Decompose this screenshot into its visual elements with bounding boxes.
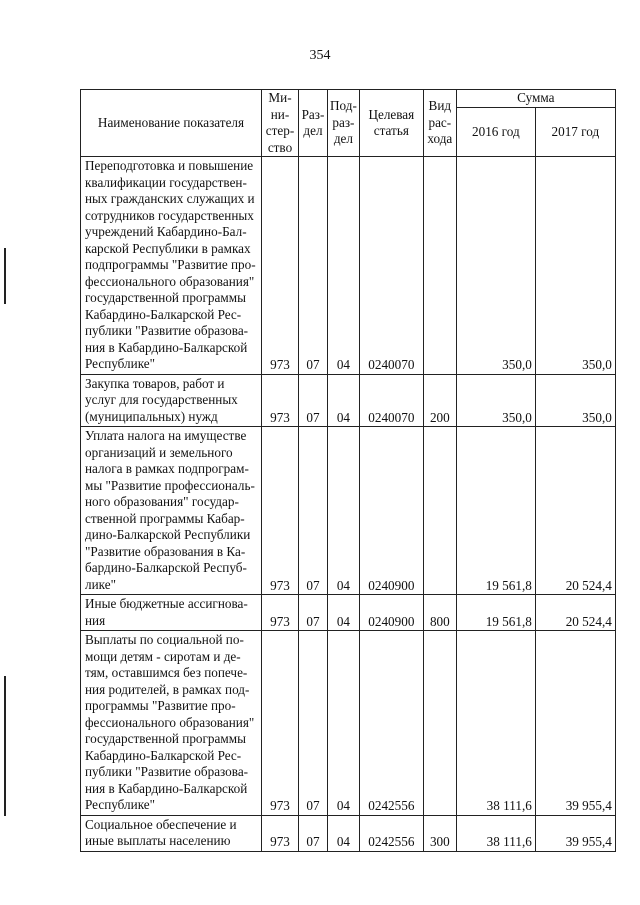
margin-mark — [4, 248, 6, 304]
amount-2017: 20 524,4 — [535, 427, 615, 595]
header-expense-type: Вид рас- хода — [423, 90, 456, 157]
budget-table — [80, 89, 616, 852]
amount-2016: 350,0 — [456, 157, 535, 375]
row-name: Иные бюджетные ассигнова- ния — [81, 595, 262, 631]
ministry-code: 973 — [262, 427, 299, 595]
expense-type-code: 300 — [423, 815, 456, 851]
header-name: Наименование показателя — [81, 90, 262, 157]
row-name: Выплаты по социальной по- мощи детям - сиротам и де- тям, оставшимся без попече- ния родителей, в рамках под- программы "Развитие про- фессионального образования" государственной программы Кабардино-Балкарской Рес- публики "Развитие образова- ния в Кабардино-Балкарской Республике" — [81, 631, 262, 816]
ministry-code: 973 — [262, 631, 299, 816]
section-code: 07 — [299, 374, 328, 427]
table-row — [81, 815, 616, 851]
amount-2016: 38 111,6 — [456, 815, 535, 851]
table-row — [81, 374, 616, 427]
amount-2016: 19 561,8 — [456, 595, 535, 631]
row-name: Социальное обеспечение и иные выплаты населению — [81, 815, 262, 851]
expense-type-code: 800 — [423, 595, 456, 631]
amount-2016: 38 111,6 — [456, 631, 535, 816]
target-code: 0240070 — [359, 157, 423, 375]
row-name: Закупка товаров, работ и услуг для государственных (муниципальных) нужд — [81, 374, 262, 427]
ministry-code: 973 — [262, 157, 299, 375]
section-code: 07 — [299, 157, 328, 375]
subsection-code: 04 — [328, 815, 360, 851]
subsection-code: 04 — [328, 595, 360, 631]
amount-2017: 39 955,4 — [535, 631, 615, 816]
table-row — [81, 631, 616, 816]
expense-type-code — [423, 631, 456, 816]
page-number: 354 — [309, 48, 331, 63]
header-year-2017: 2017 год — [535, 107, 615, 156]
target-code: 0240900 — [359, 427, 423, 595]
ministry-code: 973 — [262, 374, 299, 427]
section-code: 07 — [299, 427, 328, 595]
expense-type-code — [423, 157, 456, 375]
table-row — [81, 595, 616, 631]
header-ministry: Ми- ни- стер- ство — [262, 90, 299, 157]
row-name: Уплата налога на имуществе организаций и земельного налога в рамках подпрограм- мы "Развитие профессиональ- ного образования" государ- ственной программы Кабар- дино-Балкарской Республики "Развитие образования в Ка- бардино-Балкарской Респуб- лике" — [81, 427, 262, 595]
margin-mark — [4, 676, 6, 816]
header-section: Раз- дел — [299, 90, 328, 157]
header-target: Целевая статья — [359, 90, 423, 157]
amount-2017: 350,0 — [535, 374, 615, 427]
table-row — [81, 157, 616, 375]
row-name: Переподготовка и повышение квалификации государствен- ных гражданских служащих и сотрудников государственных учреждений Кабардино-Бал- карской Республики в рамках подпрограммы "Развитие про- фессионального образования" государственной программы Кабардино-Балкарской Рес- публики "Развитие образова- ния в Кабардино-Балкарской Республике" — [81, 157, 262, 375]
subsection-code: 04 — [328, 157, 360, 375]
section-code: 07 — [299, 595, 328, 631]
header-sum: Сумма — [456, 90, 615, 108]
target-code: 0242556 — [359, 631, 423, 816]
target-code: 0240900 — [359, 595, 423, 631]
amount-2017: 350,0 — [535, 157, 615, 375]
ministry-code: 973 — [262, 815, 299, 851]
target-code: 0240070 — [359, 374, 423, 427]
subsection-code: 04 — [328, 374, 360, 427]
expense-type-code: 200 — [423, 374, 456, 427]
section-code: 07 — [299, 815, 328, 851]
expense-type-code — [423, 427, 456, 595]
subsection-code: 04 — [328, 631, 360, 816]
target-code: 0242556 — [359, 815, 423, 851]
amount-2016: 19 561,8 — [456, 427, 535, 595]
section-code: 07 — [299, 631, 328, 816]
table-row — [81, 427, 616, 595]
amount-2016: 350,0 — [456, 374, 535, 427]
amount-2017: 20 524,4 — [535, 595, 615, 631]
header-subsection: Под- раз- дел — [328, 90, 360, 157]
ministry-code: 973 — [262, 595, 299, 631]
amount-2017: 39 955,4 — [535, 815, 615, 851]
header-year-2016: 2016 год — [456, 107, 535, 156]
subsection-code: 04 — [328, 427, 360, 595]
